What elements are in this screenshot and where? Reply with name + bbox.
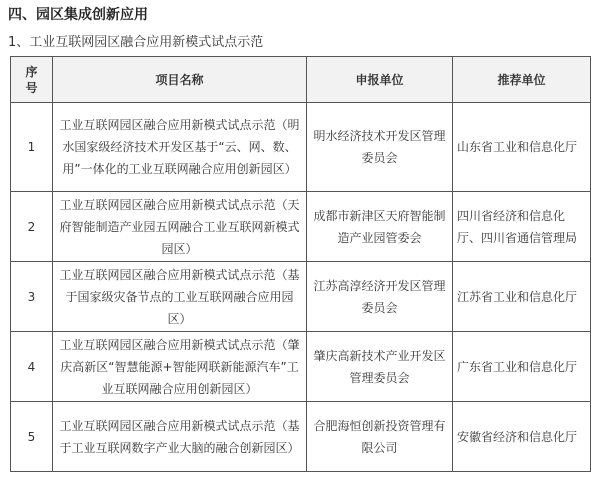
row-num: 1	[11, 103, 53, 192]
pilot-projects-table	[10, 56, 591, 472]
row-recommender: 江苏省工业和信息化厅	[453, 262, 591, 332]
header-num-line1: 序	[25, 64, 38, 79]
row-project-name: 工业互联网园区融合应用新模式试点示范（基于工业互联网数字产业大脑的融合创新园区）	[53, 402, 307, 472]
row-num: 2	[11, 192, 53, 262]
row-recommender: 山东省工业和信息化厅	[453, 103, 591, 192]
table-row	[11, 103, 591, 192]
table-row	[11, 262, 591, 332]
row-project-name: 工业互联网园区融合应用新模式试点示范（基于国家级灾备节点的工业互联网融合应用园区）	[53, 262, 307, 332]
header-applicant: 申报单位	[307, 57, 453, 103]
row-applicant: 肇庆高新技术产业开发区管理委员会	[307, 332, 453, 402]
row-applicant: 合肥海恒创新投资管理有限公司	[307, 402, 453, 472]
row-applicant: 江苏高淳经济开发区管理委员会	[307, 262, 453, 332]
row-num: 5	[11, 402, 53, 472]
row-project-name: 工业互联网园区融合应用新模式试点示范（肇庆高新区“智慧能源+智能网联新能源汽车”工业互联网融合应用创新园区）	[53, 332, 307, 402]
table-header-row	[11, 57, 591, 103]
header-recommender: 推荐单位	[453, 57, 591, 103]
row-num: 3	[11, 262, 53, 332]
row-recommender: 安徽省经济和信息化厅	[453, 402, 591, 472]
header-project-name: 项目名称	[53, 57, 307, 103]
row-project-name: 工业互联网园区融合应用新模式试点示范（天府智能制造产业园五网融合工业互联网新模式园区）	[53, 192, 307, 262]
row-project-name: 工业互联网园区融合应用新模式试点示范（明水国家级经济技术开发区基于“云、网、数、用”一体化的工业互联网融合应用创新园区）	[53, 103, 307, 192]
header-num-line2: 号	[25, 80, 38, 95]
table-row	[11, 192, 591, 262]
row-applicant: 明水经济技术开发区管理委员会	[307, 103, 453, 192]
header-num	[11, 57, 53, 103]
row-recommender: 广东省工业和信息化厅	[453, 332, 591, 402]
table-row	[11, 402, 591, 472]
section-subtitle: 1、工业互联网园区融合应用新模式试点示范	[8, 35, 264, 50]
table-row	[11, 332, 591, 402]
section-title: 四、园区集成创新应用	[8, 7, 148, 23]
row-num: 4	[11, 332, 53, 402]
row-applicant: 成都市新津区天府智能制造产业园管委会	[307, 192, 453, 262]
row-recommender: 四川省经济和信息化厅、四川省通信管理局	[453, 192, 591, 262]
